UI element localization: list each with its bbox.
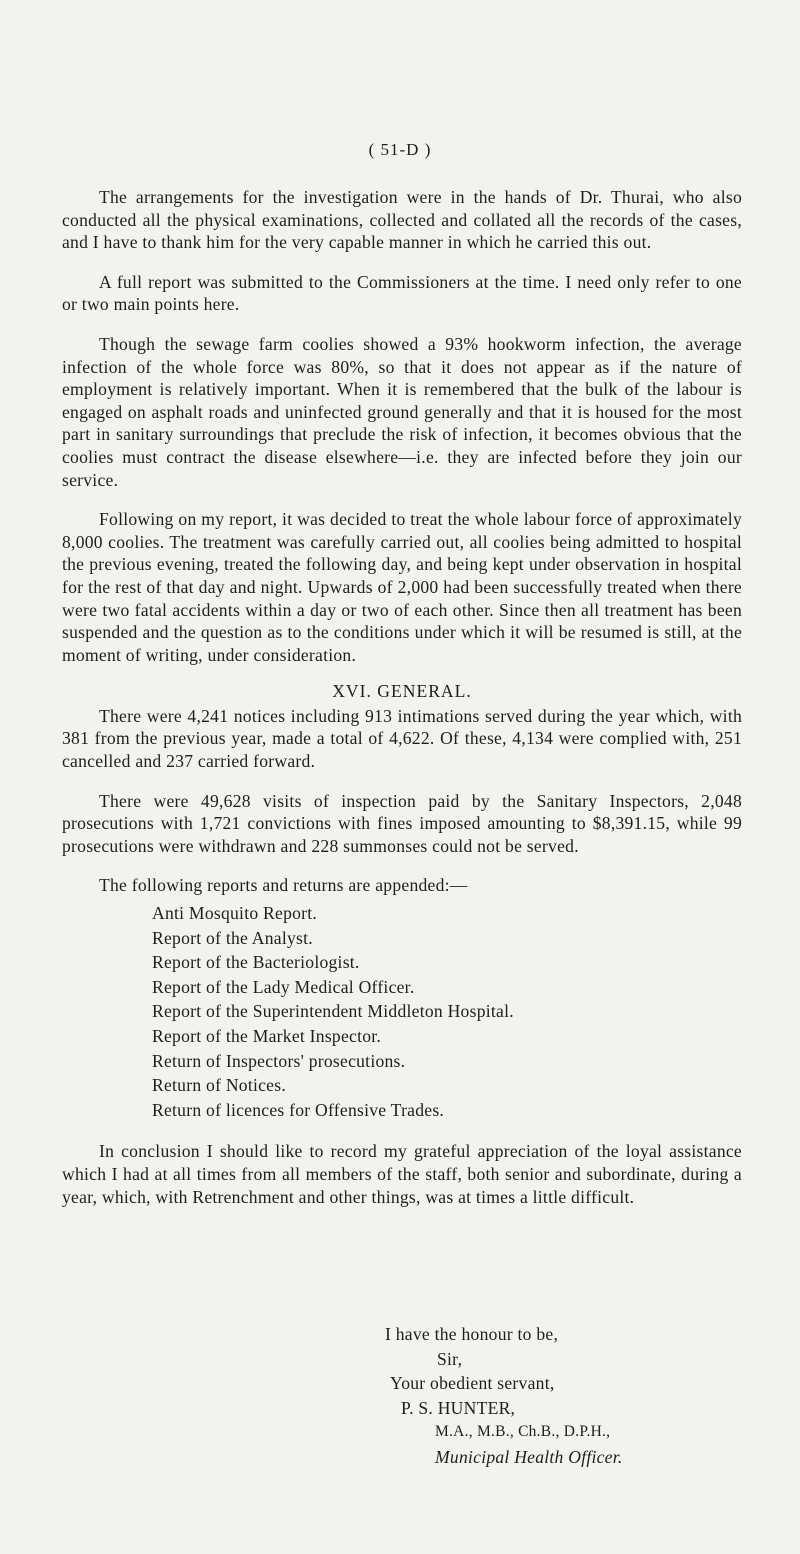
list-item: Anti Mosquito Report. <box>152 903 318 924</box>
list-item: Report of the Analyst. <box>152 927 313 948</box>
signature-block <box>385 1322 623 1469</box>
paragraph-full-report: A full report was submitted to the Commissioners at the time. I need only refer to one or two main points here. <box>62 271 742 315</box>
paragraph-treatment: Following on my report, it was decided to treat the whole labour force of approximately 8,000 coolies. The treatment was carefully carried out, all coolies being admitted to hospital the previous evening, treated the following day, and being kept under observation in hospital for the rest of that day and night. Upwards of 2,000 had been successfully treated when there were two fatal accidents within a day or two of each other. Since then all treatment has been suspended and the question as to the conditions under which it will be resumed is still, at the moment of writing, under consideration. <box>62 509 742 665</box>
list-item: Return of Notices. <box>152 1075 286 1096</box>
page-number: ( 51-D ) <box>368 140 432 159</box>
closing-honour: I have the honour to be, <box>385 1324 559 1344</box>
paragraph-conclusion: In conclusion I should like to record my grateful appreciation of the loyal assistance which I had at all times from all members of the staff, both senior and subordinate, during a year, which, with Retrenchment and other things, was at times a little difficult. <box>62 1141 742 1207</box>
list-item: Report of the Lady Medical Officer. <box>152 976 415 997</box>
list-item: Report of the Market Inspector. <box>152 1026 382 1046</box>
section-heading: XVI. GENERAL. <box>332 681 472 702</box>
paragraph-infection-rates: Though the sewage farm coolies showed a 93% hookworm infection, the average infection of the whole force was 80%, so that it does not appear as if the nature of employment is relatively important. When it is remembered that the bulk of the labour is engaged on asphalt roads and uninfected ground generally and that it is housed for the most part in sanitary surroundings that preclude the risk of infection, it becomes obvious that the coolies must contract the disease elsewhere—i.e. they are infected before they join our service. <box>62 333 742 490</box>
signatory-name: P. S. HUNTER, <box>401 1397 516 1418</box>
list-item: Return of Inspectors' prosecutions. <box>152 1050 406 1071</box>
paragraph-inspections: There were 49,628 visits of inspection paid by the Sanitary Inspectors, 2,048 prosecutions with 1,721 convictions with fines imposed amounting to $8,391.15, while 99 prosecutions were withdrawn and 228 summonses could not be served. <box>62 790 742 856</box>
appended-reports-list <box>62 901 742 1122</box>
closing-salutation: Sir, <box>437 1348 463 1369</box>
signatory-qualifications: M.A., M.B., Ch.B., D.P.H., <box>435 1423 611 1440</box>
closing-servant: Your obedient servant, <box>390 1373 555 1393</box>
signatory-title: Municipal Health Officer. <box>435 1446 623 1467</box>
list-item: Report of the Bacteriologist. <box>152 952 360 973</box>
body-text <box>62 186 742 1225</box>
paragraph-notices: There were 4,241 notices including 913 intimations served during the year which, with 381 from the previous year, made a total of 4,622. Of these, 4,134 were complied with, 251 cancelled and 237 carried forward. <box>62 705 742 772</box>
paragraph-appended-intro: The following reports and returns are appended:— <box>99 875 468 896</box>
list-item: Return of licences for Offensive Trades. <box>152 1099 445 1120</box>
list-item: Report of the Superintendent Middleton Hospital. <box>152 1001 514 1022</box>
paragraph-arrangements: The arrangements for the investigation were in the hands of Dr. Thurai, who also conducted all the physical examinations, collected and collated all the records of the cases, and I have to thank him for the very capable manner in which he carried this out. <box>62 187 742 253</box>
